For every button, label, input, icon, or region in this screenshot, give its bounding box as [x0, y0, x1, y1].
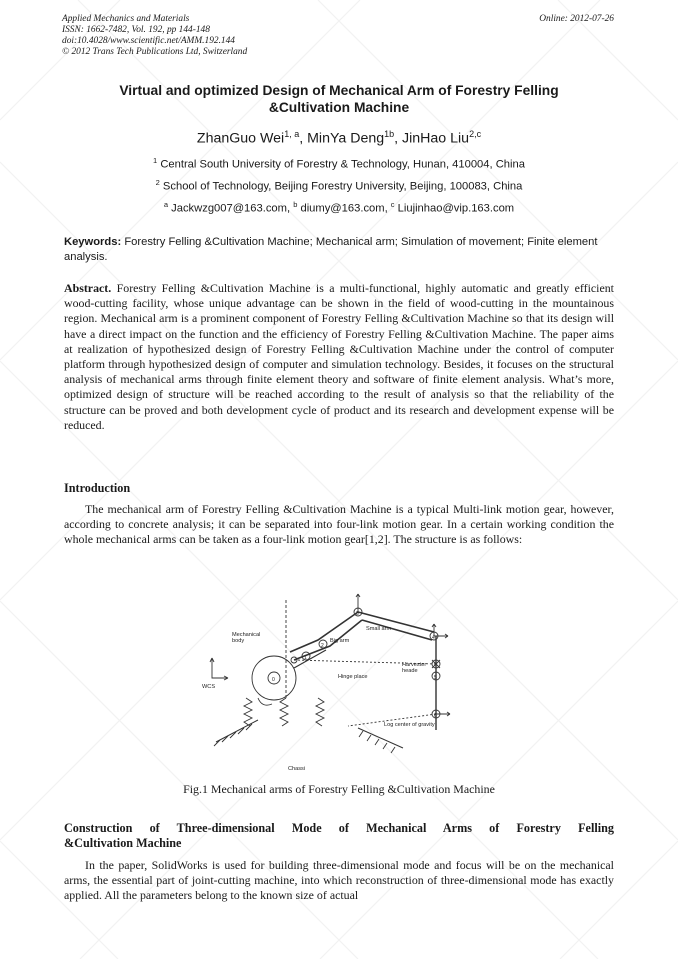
construction-paragraph: In the paper, SolidWorks is used for building three-dimensional mode and focus will be on the mechanical arms, the essential part of joint-cutting machine, into which reconstruction of three-dimensional mode has exactly applied. All the parameters belong to the known size of actual: [64, 858, 614, 903]
node-label: 0: [272, 677, 275, 683]
figure-caption: Fig.1 Mechanical arms of Forestry Felling &Cultivation Machine: [183, 782, 495, 796]
affiliation-text: Central South University of Forestry & Technology, Hunan, 410004, China: [160, 158, 525, 171]
keywords-label: Keywords:: [64, 236, 122, 248]
node-label: 6: [434, 713, 437, 719]
journal-doi: doi:10.4028/www.scientific.net/AMM.192.144: [62, 36, 235, 46]
abstract: [64, 281, 614, 433]
node-label: 1: [304, 655, 307, 661]
online-date: Online: 2012-07-26: [539, 14, 614, 24]
label-hinge-place: Hinge place: [338, 674, 368, 680]
journal-name: Applied Mechanics and Materials: [62, 14, 190, 24]
title-line-2: &Cultivation Machine: [268, 100, 410, 115]
email: Jackwzg007@163.com,: [171, 202, 294, 215]
node-label: 5: [434, 675, 437, 681]
affiliation-sup: 2: [155, 178, 160, 187]
label-harvester-2: heade: [402, 668, 418, 674]
node-label: 2: [321, 643, 324, 649]
journal-issn: ISSN: 1662-7482, Vol. 192, pp 144-148: [62, 25, 210, 35]
affiliation-2: [64, 178, 614, 193]
email: diumy@163.com,: [300, 202, 391, 215]
label-chassis: Chassi: [288, 766, 306, 772]
label-log-center: Log center of gravity: [384, 722, 435, 728]
label-big-arm: Big arm: [330, 638, 350, 644]
author-name: MinYa Deng: [307, 130, 385, 147]
label-mechanical-body: Mechanical: [232, 632, 261, 638]
author-sep: ,: [394, 130, 403, 147]
email: Liujinhao@vip.163.com: [397, 202, 515, 215]
author-sup: 1b: [384, 129, 395, 139]
email-sup: b: [293, 200, 298, 209]
author-emails: [64, 200, 614, 215]
abstract-label: Abstract.: [64, 281, 112, 295]
keywords: [64, 235, 614, 265]
abstract-text: Forestry Felling &Cultivation Machine is a multi-functional, highly automatic and greatly efficient wood-cutting facility, whose unique advantage can be shown in the field of wood-cutting in the mountainous region. Mechanical arm is a prominent component of Forestry Felling &Cultivation Machine so that its design will have a direct impact on the function and the efficiency of Forestry Felling &Cultivation Machine. The paper aims at realization of hypothesized design of Forestry Felling &Cultivation Machine under the control of computer platform through hypothesized design of computer and simulation technology. Besides, it focuses on the structural analysis of mechanical arms through finite element theory and software of finite element analysis. What’s more, optimized design of structure will be reached according to the result of analysis so that the reliability of the structure can be proved and both development cycle of product and its research and development expense will be reduced.: [64, 281, 614, 432]
section-heading-construction-line-2: &Cultivation Machine: [64, 836, 182, 850]
journal-header: [62, 14, 247, 58]
intro-paragraph: The mechanical arm of Forestry Felling &Cultivation Machine is a typical Multi-link motion gear, however, according to concrete analysis; it can be separated into four-link motion gear. In a certain working condition the whole mechanical arms can be taken as a four-link motion gear[1,2]. The structure is as follows:: [64, 502, 614, 547]
journal-copyright: © 2012 Trans Tech Publications Ltd, Switzerland: [62, 47, 248, 57]
email-sup: a: [163, 200, 169, 209]
affiliation-sup: 1: [153, 156, 158, 165]
node-label: 3: [356, 611, 359, 617]
label-harvester: Harvester: [402, 662, 427, 668]
author-name: JinHao Liu: [402, 130, 470, 147]
author-sup: 2,c: [469, 129, 482, 139]
node-label: 4: [432, 635, 435, 641]
section-heading-introduction: Introduction: [64, 481, 131, 495]
label-wcs: WCS: [202, 684, 216, 690]
mechanical-arm-figure: [198, 580, 480, 774]
author-sep: ,: [299, 130, 308, 147]
affiliation-text: School of Technology, Beijing Forestry University, Beijing, 100083, China: [162, 180, 523, 193]
title-line-1: Virtual and optimized Design of Mechanical Arm of Forestry Felling: [119, 83, 559, 98]
affiliation-1: [64, 156, 614, 171]
keywords-text: Forestry Felling &Cultivation Machine; Mechanical arm; Simulation of movement; Finite element analysis.: [64, 236, 598, 263]
email-sup: c: [390, 200, 395, 209]
author-sup: 1, a: [284, 129, 300, 139]
author-name: ZhanGuo Wei: [196, 130, 285, 147]
author-list: [64, 129, 614, 147]
paper-title: [64, 82, 614, 116]
section-heading-construction-line-1: Construction of Three-dimensional Mode of Mechanical Arms of Forestry Felling: [64, 821, 614, 835]
label-small-arm: Small arm: [366, 626, 392, 632]
label-mechanical-body-2: body: [232, 638, 245, 644]
